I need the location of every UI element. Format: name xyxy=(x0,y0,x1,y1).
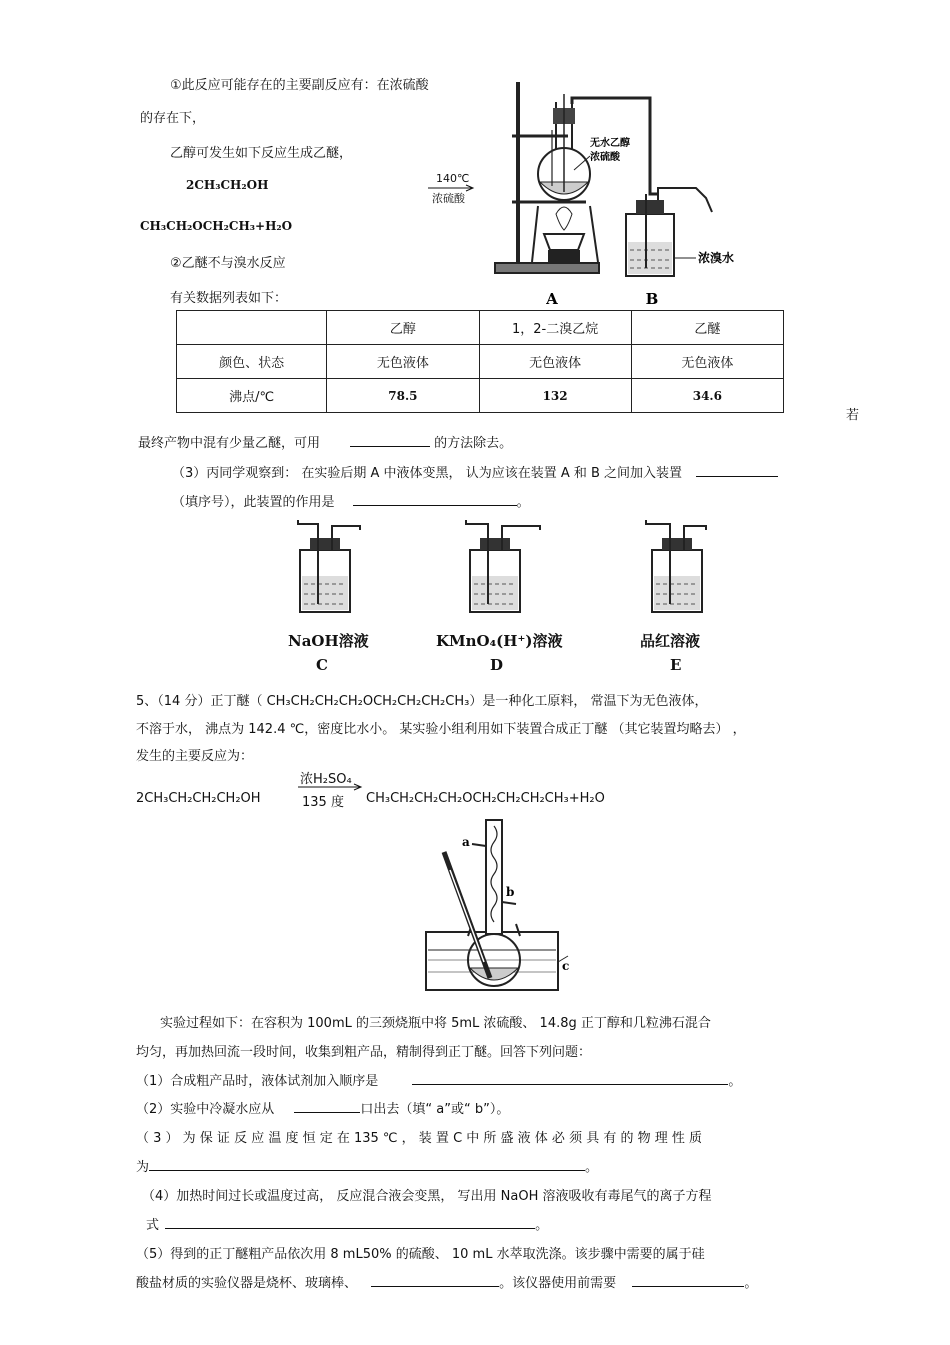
answer-blank xyxy=(632,1274,744,1287)
intro-line-2: 的存在下， xyxy=(140,111,206,126)
q5-cond-top: 浓H₂SO₄ xyxy=(300,772,352,787)
q4-line2-post: 。 xyxy=(535,1218,549,1233)
q5-line2-mid: 。该仪器使用前需要 xyxy=(499,1276,617,1291)
data-table xyxy=(176,310,784,413)
table-cell: 无色液体 xyxy=(631,345,783,379)
bottle-d-solution: KMnO₄(H⁺)溶液 xyxy=(436,632,563,650)
q3-line2-post: 。 xyxy=(516,495,530,510)
after-table-line-1 xyxy=(138,432,512,451)
table-cell: 无色液体 xyxy=(479,345,631,379)
table-row xyxy=(177,345,784,379)
bottle-c-letter: C xyxy=(316,656,328,674)
answer-blank xyxy=(353,493,517,506)
table-row xyxy=(177,379,784,413)
q1-pre: （1）合成粗产品时，液体试剂加入顺序是 xyxy=(136,1074,379,1089)
table-header-cell: 1，2-二溴乙烷 xyxy=(479,311,631,345)
bottle-d xyxy=(466,520,540,612)
q4-line2-pre: 式 xyxy=(146,1218,160,1233)
question-1 xyxy=(136,1070,741,1089)
question-4-line-1: （4）加热时间过长或温度过高， 反应混合液会变黑， 写出用 NaOH 溶液吸收有毒尾气的离子方程 xyxy=(142,1189,712,1204)
label-a: A xyxy=(546,290,558,308)
intro-line-1: ①此反应可能存在的主要副反应有：在浓硫酸 xyxy=(170,78,429,93)
table-cell: 34.6 xyxy=(631,379,783,413)
answer-blank xyxy=(294,1100,360,1113)
question-3-line-1: （ 3 ） 为 保 证 反 应 温 度 恒 定 在 135 ℃ ， 装 置 C 中 所 盛 液 体 必 须 具 有 的 物 理 性 质 xyxy=(136,1131,702,1146)
q2-pre: （2）实验中冷凝水应从 xyxy=(136,1102,275,1117)
q5-arrow xyxy=(298,783,364,791)
intro-line-5: 有关数据列表如下： xyxy=(170,291,288,306)
answer-blank xyxy=(412,1072,728,1085)
q5-product: CH₃CH₂CH₂CH₂OCH₂CH₂CH₂CH₃+H₂O xyxy=(366,791,605,806)
label-a: a xyxy=(462,835,470,849)
table-header-cell xyxy=(177,311,327,345)
line1-post: 的方法除去。 xyxy=(434,436,513,451)
bottles-cde-diagram xyxy=(280,516,720,676)
flask-label-1: 无水乙醇 xyxy=(590,138,630,149)
label-b: B xyxy=(645,290,659,308)
bottle-c xyxy=(298,520,360,612)
q5-cond-bottom: 135 度 xyxy=(302,795,344,810)
bottle-e xyxy=(646,520,706,612)
table-cell: 无色液体 xyxy=(327,345,479,379)
q1-post: 。 xyxy=(728,1074,742,1089)
question-5-line-1: （5）得到的正丁醚粗产品依次用 8 mL50% 的硫酸、 10 mL 水萃取洗涤。该步骤中需要的属于硅 xyxy=(136,1247,705,1262)
q5-reactant: 2CH₃CH₂CH₂CH₂OH xyxy=(136,791,261,806)
table-header-row xyxy=(177,311,784,345)
reaction-condition-bottom: 浓硫酸 xyxy=(432,192,465,205)
intro-line-3: 乙醇可发生如下反应生成乙醚， xyxy=(170,146,353,161)
line1-pre: 最终产物中混有少量乙醚，可用 xyxy=(138,436,321,451)
table-cell: 132 xyxy=(479,379,631,413)
question-3-line-2 xyxy=(136,1156,598,1175)
question-4-line-2 xyxy=(146,1214,548,1233)
q5-line2-post: 。 xyxy=(744,1276,758,1291)
q3-pre: （3）丙同学观察到： 在实验后期 A 中液体变黑， 认为应该在装置 A 和 B 之间加入装置 xyxy=(172,466,683,481)
table-header-cell: 乙醚 xyxy=(631,311,783,345)
answer-blank xyxy=(149,1158,585,1171)
q2-post: 口出去（填“ a”或“ b”）。 xyxy=(360,1102,510,1117)
q3-line-2 xyxy=(172,491,530,510)
q5-line-2: 不溶于水， 沸点为 142.4 ℃，密度比水小。 某实验小组利用如下装置合成正丁醚 （其它装置均略去） ， xyxy=(136,722,746,737)
table-cell: 78.5 xyxy=(327,379,479,413)
answer-blank xyxy=(350,434,430,447)
apparatus-ab-diagram xyxy=(486,74,742,314)
table-header-cell: 乙醇 xyxy=(327,311,479,345)
label-c: c xyxy=(562,959,570,973)
text-ruo: 若 xyxy=(846,408,860,423)
flask-label-2: 浓硫酸 xyxy=(590,152,620,163)
reflux-apparatus-diagram xyxy=(420,812,580,996)
table-cell: 颜色、状态 xyxy=(177,345,327,379)
answer-blank xyxy=(696,464,778,477)
q5-line-3: 发生的主要反应为： xyxy=(136,749,254,764)
q3-line-1 xyxy=(172,462,778,481)
question-2 xyxy=(136,1098,509,1117)
reaction-reactant: 2CH₃CH₂OH xyxy=(186,178,269,192)
process-line-1: 实验过程如下：在容积为 100mL 的三颈烧瓶中将 5mL 浓硫酸、 14.8g 正丁醇和几粒沸石混合 xyxy=(160,1016,711,1031)
bottle-d-letter: D xyxy=(490,656,504,674)
bottle-label: 浓溴水 xyxy=(698,251,735,265)
label-b: b xyxy=(506,885,515,899)
bottle-e-solution: 品红溶液 xyxy=(640,632,701,650)
reaction-condition-top: 140℃ xyxy=(436,172,470,185)
q5-line-1: 5、（14 分）正丁醚（ CH₃CH₂CH₂CH₂OCH₂CH₂CH₂CH₃）是一种化工原料， 常温下为无色液体， xyxy=(136,694,708,709)
question-5-line-2 xyxy=(136,1272,757,1291)
q3-line2-pre: 为 xyxy=(136,1160,150,1175)
answer-blank xyxy=(165,1216,535,1229)
reaction-product: CH₃CH₂OCH₂CH₃+H₂O xyxy=(140,219,293,233)
bottle-c-solution: NaOH溶液 xyxy=(288,632,369,650)
q3-line2-pre: （填序号），此装置的作用是 xyxy=(172,495,335,510)
process-line-2: 均匀，再加热回流一段时间，收集到粗产品，精制得到正丁醚。回答下列问题： xyxy=(136,1045,592,1060)
table-cell: 沸点/℃ xyxy=(177,379,327,413)
answer-blank xyxy=(371,1274,499,1287)
bottle-e-letter: E xyxy=(670,656,682,674)
intro-line-4: ②乙醚不与溴水反应 xyxy=(170,256,286,271)
q3-line2-post: 。 xyxy=(585,1160,599,1175)
q5-line2-pre: 酸盐材质的实验仪器是烧杯、玻璃棒、 xyxy=(136,1276,358,1291)
